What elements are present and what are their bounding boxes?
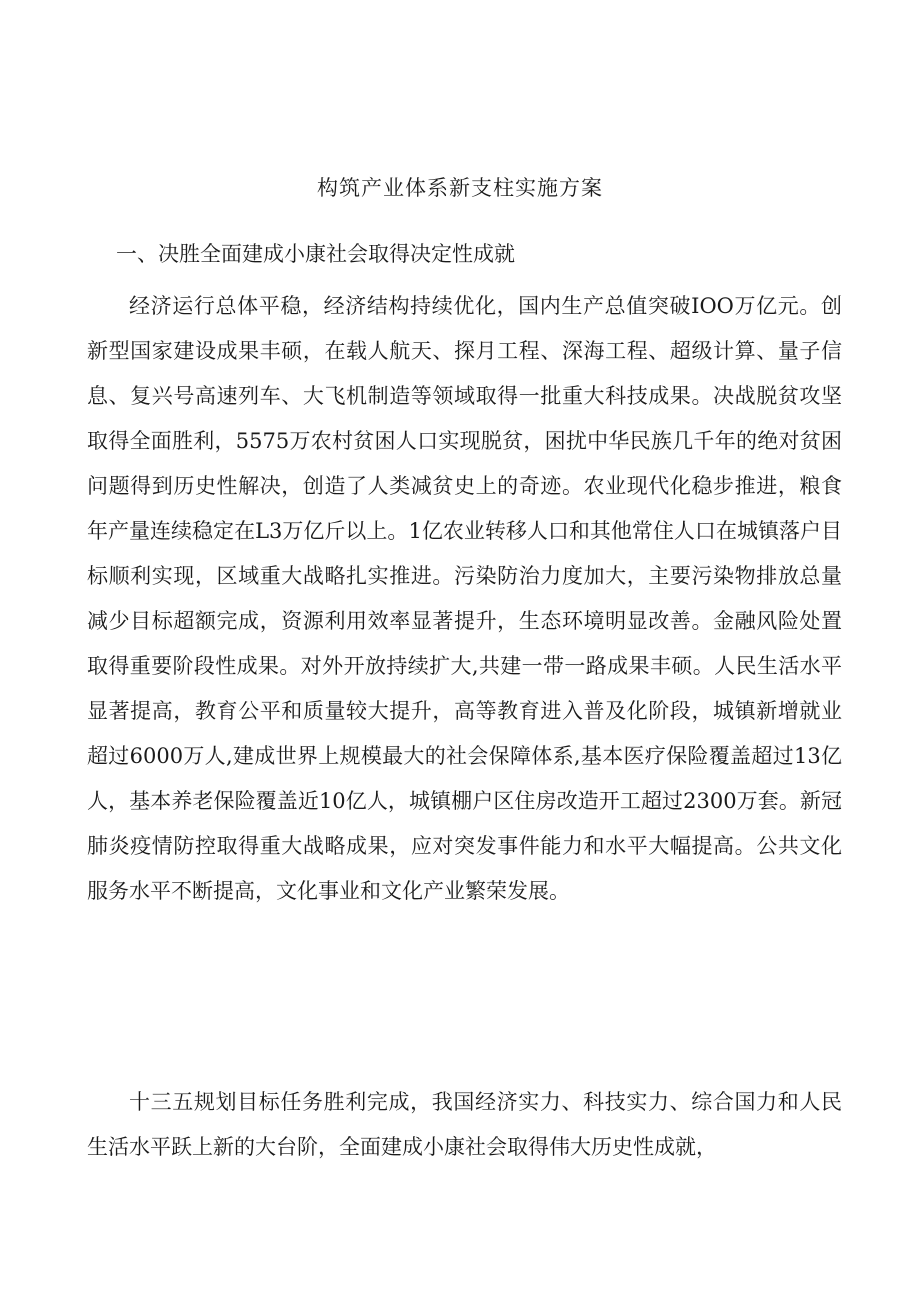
body-paragraph: 十三五规划目标任务胜利完成，我国经济实力、科技实力、综合国力和人民生活水平跃上新的大台阶，全面建成小康社会取得伟大历史性成就，	[87, 1090, 842, 1159]
section-heading: 一、决胜全面建成小康社会取得决定性成就	[116, 242, 515, 266]
body-paragraph: 经济运行总体平稳，经济结构持续优化，国内生产总值突破IOO万亿元。创新型国家建设成果丰硕，在载人航天、探月工程、深海工程、超级计算、量子信息、复兴号高速列车、大飞机制造等领域取得一批重大科技成果。决战脱贫攻坚取得全面胜利，5575万农村贫困人口实现脱贫，困扰中华民族几千年的绝对贫困问题得到历史性解决，创造了人类减贫史上的奇迹。农业现代化稳步推进，粮食年产量连续稳定在L3万亿斤以上。1亿农业转移人口和其他常住人口在城镇落户目标顺利实现，区域重大战略扎实推进。污染防治力度加大，主要污染物排放总量减少目标超额完成，资源利用效率显著提升，生态环境明显改善。金融风险处置取得重要阶段性成果。对外开放持续扩大,共建一带一路成果丰硕。人民生活水平显著提高，教育公平和质量较大提升，高等教育进入普及化阶段，城镇新增就业超过6000万人,建成世界上规模最大的社会保障体系,基本医疗保险覆盖超过13亿人，基本养老保险覆盖近10亿人，城镇棚户区住房改造开工超过2300万套。新冠肺炎疫情防控取得重大战略成果，应对突发事件能力和水平大幅提高。公共文化服务水平不断提高，文化事业和文化产业繁荣发展。	[87, 294, 842, 903]
document-title: 构筑产业体系新支柱实施方案	[317, 176, 603, 200]
